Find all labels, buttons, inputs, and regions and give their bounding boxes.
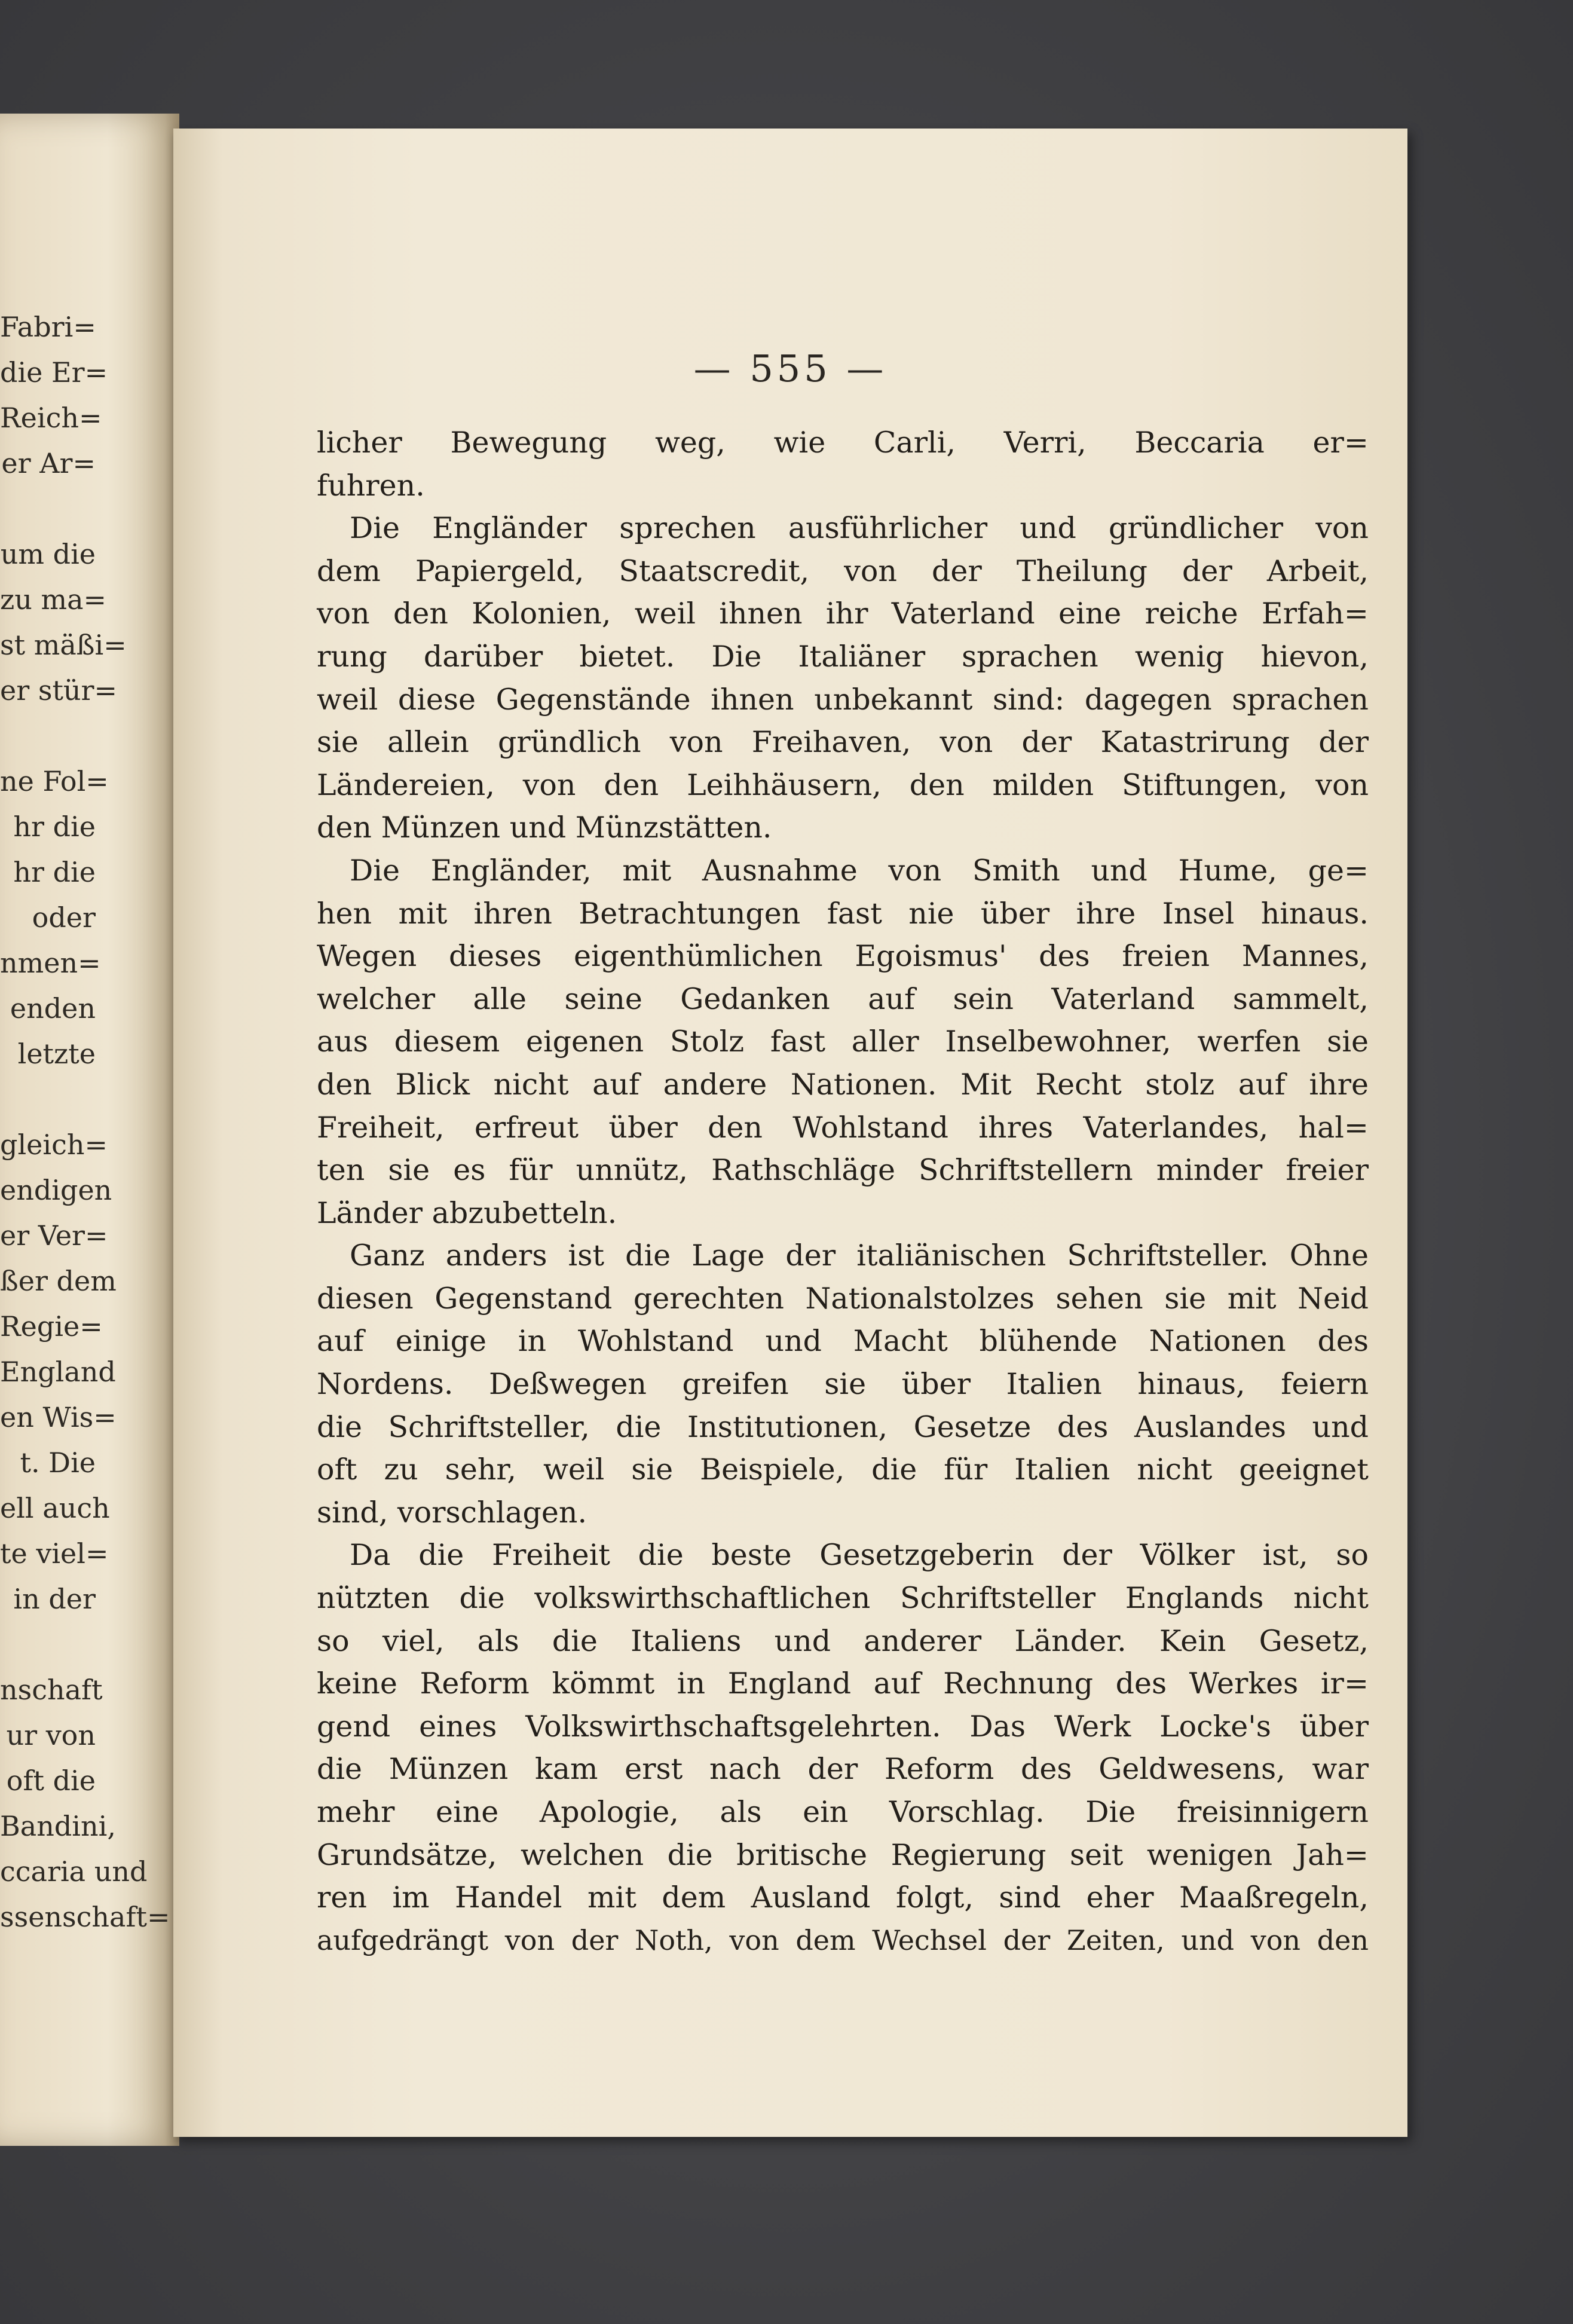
left-page-fragment: gleich= <box>0 1129 108 1161</box>
text-line: diesen Gegenstand gerechten Nationalstolzes sehen sie mit Neid <box>317 1281 1369 1316</box>
left-page-fragment: oder <box>32 901 96 934</box>
text-line: Länder abzubetteln. <box>317 1195 617 1230</box>
previous-page-edge <box>0 114 179 2146</box>
text-line: auf einige in Wohlstand und Macht blühende Nationen des <box>317 1324 1369 1359</box>
left-page-fragment: er stür= <box>0 674 118 707</box>
left-page-fragment: England <box>0 1356 116 1388</box>
text-line: weil diese Gegenstände ihnen unbekannt sind: dagegen sprachen <box>317 682 1369 717</box>
text-line: ren im Handel mit dem Ausland folgt, sind eher Maaßregeln, <box>317 1880 1369 1915</box>
text-line: gend eines Volkswirthschaftsgelehrten. Das Werk Locke's über <box>317 1709 1369 1744</box>
text-line: Nordens. Deßwegen greifen sie über Italien hinaus, feiern <box>317 1367 1369 1402</box>
text-line: Ganz anders ist die Lage der italiänischen Schriftsteller. Ohne <box>350 1239 1369 1273</box>
left-page-fragment: ßer dem <box>0 1265 117 1297</box>
text-line: sie allein gründlich von Freihaven, von der Katastrirung der <box>317 725 1369 760</box>
left-page-fragment: hr die <box>13 856 96 888</box>
text-line: die Schriftsteller, die Institutionen, Gesetze des Auslandes und <box>317 1409 1369 1444</box>
text-line: licher Bewegung weg, wie Carli, Verri, Beccaria er= <box>317 426 1369 460</box>
text-line: so viel, als die Italiens und anderer Länder. Kein Gesetz, <box>317 1623 1369 1658</box>
text-line: rung darüber bietet. Die Italiäner sprachen wenig hievon, <box>317 639 1369 674</box>
left-page-fragment: er Ar= <box>1 447 96 479</box>
left-page-fragment: hr die <box>13 811 96 843</box>
text-line: von den Kolonien, weil ihnen ihr Vaterland eine reiche Erfah= <box>317 597 1369 631</box>
left-page-fragment: Reich= <box>0 402 102 434</box>
left-page-fragment: en Wis= <box>0 1401 117 1433</box>
left-page-fragment: ur von <box>6 1719 96 1751</box>
left-page-fragment: ell auch <box>0 1492 110 1524</box>
text-line: ten sie es für unnütz, Rathschläge Schriftstellern minder freier <box>317 1153 1369 1188</box>
left-page-fragment: in der <box>13 1583 96 1615</box>
text-line: den Münzen und Münzstätten. <box>317 811 772 845</box>
text-line: Die Engländer sprechen ausführlicher und gründlicher von <box>350 511 1369 546</box>
text-line: dem Papiergeld, Staatscredit, von der Theilung der Arbeit, <box>317 554 1369 588</box>
left-page-fragment: um die <box>0 538 96 570</box>
left-page-fragment: letzte <box>17 1038 96 1070</box>
text-line: Die Engländer, mit Ausnahme von Smith und Hume, ge= <box>350 853 1369 888</box>
left-page-fragment: oft die <box>6 1765 96 1797</box>
text-line: Ländereien, von den Leihhäusern, den milden Stiftungen, von <box>317 767 1369 802</box>
text-line: fuhren. <box>317 468 425 503</box>
page-body-text <box>317 421 1369 1962</box>
text-line: aufgedrängt von der Noth, von dem Wechsel der Zeiten, und von den <box>317 1924 1369 1956</box>
text-line: die Münzen kam erst nach der Reform des Geldwesens, war <box>317 1752 1369 1787</box>
left-page-fragment: enden <box>10 992 96 1025</box>
left-page-fragment: ne Fol= <box>0 765 109 797</box>
text-line: keine Reform kömmt in England auf Rechnung des Werkes ir= <box>317 1666 1369 1701</box>
left-page-fragment: ssenschaft= <box>0 1901 170 1933</box>
left-page-fragment: te viel= <box>0 1537 109 1570</box>
left-page-fragment: zu ma= <box>0 583 107 616</box>
left-page-fragment: endigen <box>0 1174 112 1206</box>
text-line: nützten die volkswirthschaftlichen Schriftsteller Englands nicht <box>317 1581 1369 1616</box>
text-line: welcher alle seine Gedanken auf sein Vaterland sammelt, <box>317 981 1369 1016</box>
text-line: Grundsätze, welchen die britische Regierung seit wenigen Jah= <box>317 1837 1369 1872</box>
text-line: aus diesem eigenen Stolz fast aller Inselbewohner, werfen sie <box>317 1025 1369 1059</box>
left-page-fragment: ccaria und <box>0 1855 148 1888</box>
text-line: Da die Freiheit die beste Gesetzgeberin der Völker ist, so <box>350 1538 1369 1573</box>
text-line: hen mit ihren Betrachtungen fast nie über ihre Insel hinaus. <box>317 896 1369 931</box>
text-line: den Blick nicht auf andere Nationen. Mit Recht stolz auf ihre <box>317 1067 1369 1102</box>
text-line: Freiheit, erfreut über den Wohlstand ihres Vaterlandes, hal= <box>317 1110 1369 1145</box>
left-page-fragment: t. Die <box>20 1447 96 1479</box>
left-page-fragment: Regie= <box>0 1310 103 1343</box>
left-page-fragment: Bandini, <box>0 1810 116 1842</box>
left-page-fragment: st mäßi= <box>0 629 127 661</box>
text-line: mehr eine Apologie, als ein Vorschlag. Die freisinnigern <box>317 1795 1369 1829</box>
book-page <box>173 129 1407 2137</box>
left-page-fragment: nmen= <box>0 947 101 979</box>
left-page-fragment: er Ver= <box>0 1219 108 1252</box>
page-number: — 555 — <box>693 347 888 390</box>
text-line: sind, vorschlagen. <box>317 1495 587 1530</box>
text-line: oft zu sehr, weil sie Beispiele, die für Italien nicht geeignet <box>317 1452 1369 1487</box>
left-page-fragment: nschaft <box>0 1674 103 1706</box>
left-page-fragment: die Er= <box>0 356 108 389</box>
left-page-fragment: Fabri= <box>0 311 96 343</box>
text-line: Wegen dieses eigenthümlichen Egoismus' des freien Mannes, <box>317 939 1369 974</box>
